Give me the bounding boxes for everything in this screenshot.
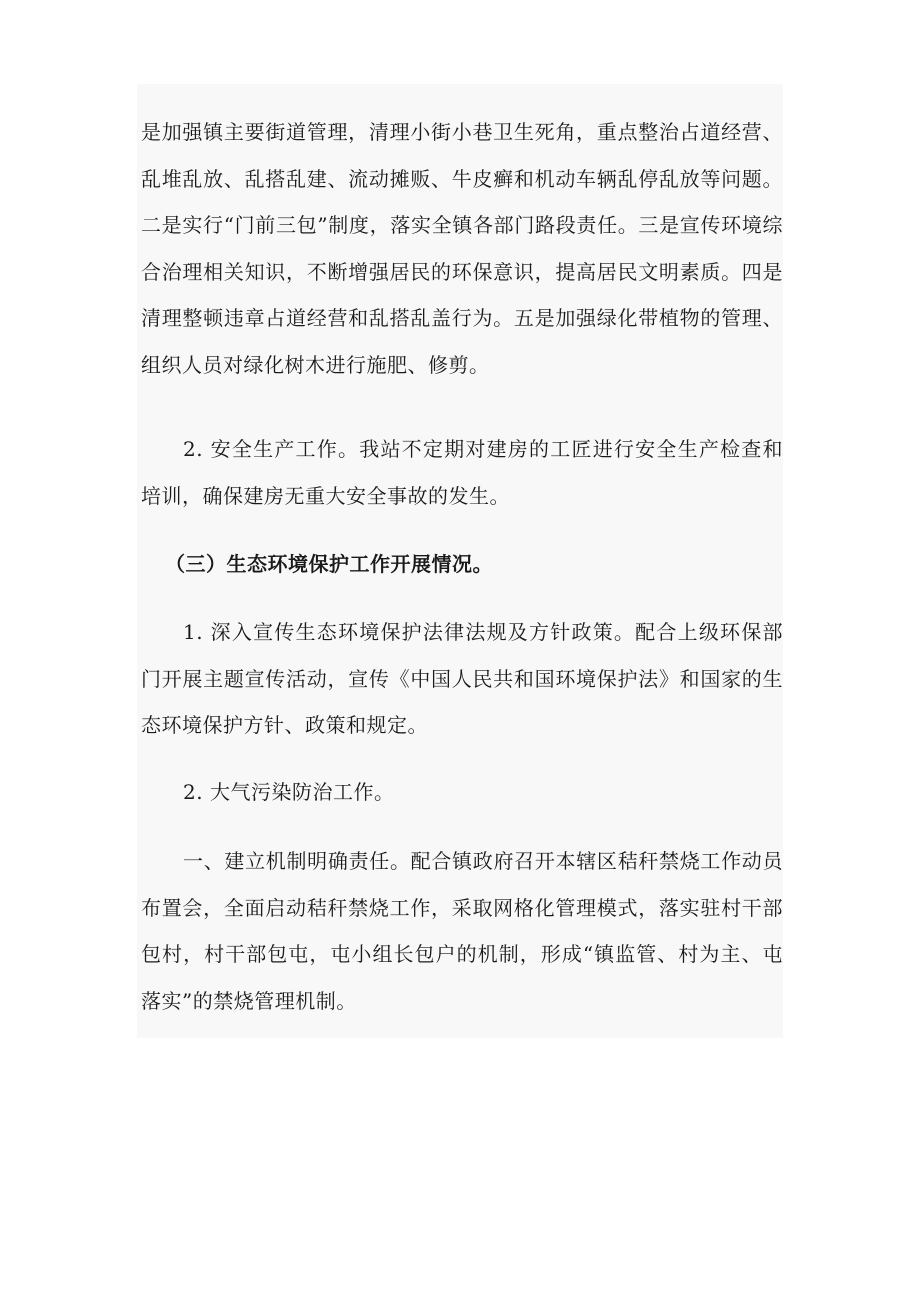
paragraph-ecology-promotion: 1. 深入宣传生态环境保护法律法规及方针政策。配合上级环保部门开展主题宣传活动，宣传《中国人民共和国环境保护法》和国家的生态环境保护方针、政策和规定。 (141, 620, 783, 737)
paragraph-street-management: 是加强镇主要街道管理，清理小街小巷卫生死角，重点整治占道经营、乱堆乱放、乱搭乱建、流动摊贩、牛皮癣和机动车辆乱停乱放等问题。二是实行“门前三包”制度，落实全镇各部门路段责任。三是宣传环境综合治理相关知识，不断增强居民的环保意识，提高居民文明素质。四是清理整顿违章占道经营和乱搭乱盖行为。五是加强绿化带植物的管理、组织人员对绿化树木进行施肥、修剪。 (141, 120, 783, 377)
paragraph-safety-production: 2. 安全生产工作。我站不定期对建房的工匠进行安全生产检查和培训，确保建房无重大安全事故的发生。 (141, 437, 783, 508)
paragraph-air-pollution: 2. 大气污染防治工作。 (183, 780, 395, 804)
document-text-block (137, 84, 783, 1038)
paragraph-mechanism-responsibility: 一、建立机制明确责任。配合镇政府召开本辖区秸秆禁烧工作动员布置会，全面启动秸秆禁烧工作，采取网格化管理模式，落实驻村干部包村，村干部包屯，屯小组长包户的机制，形成“镇监管、村为主、屯落实”的禁烧管理机制。 (141, 849, 783, 1013)
section-heading-ecology: （三）生态环境保护工作开展情况。 (165, 552, 493, 576)
